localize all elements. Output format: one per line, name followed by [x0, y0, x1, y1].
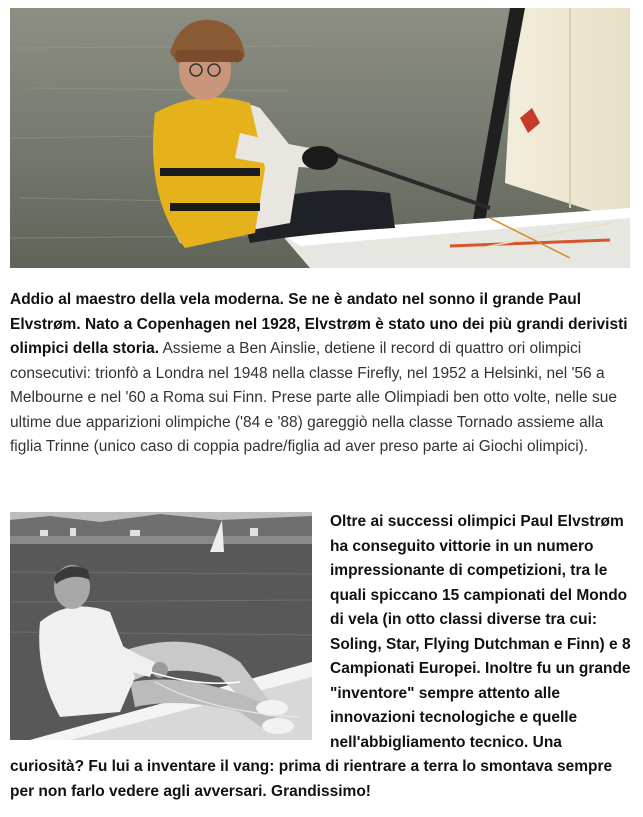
paragraph-1-body: Assieme a Ben Ainslie, detiene il record di quattro ori olimpici consecutivi: trionfò a Londra nel 1948 nella classe Firefly, nel 1952 a Helsinki, nel '56 a Melbourne e nel '60 a Roma sui Finn. Prese parte alle Olimpiadi ben otto volte, nelle sue ultime due apparizioni olimpiche ('84 e '88) gareggiò nella classe Tornado assieme alla figlia Trinne (unico caso di coppia padre/figlia ad aver preso parte ai Giochi olimpici). [10, 340, 617, 455]
article-paragraph-1 [10, 288, 628, 460]
paragraph-1-lead: Addio al maestro della vela moderna. Se ne è andato nel sonno il grande Paul Elvstrøm. Nato a Copenhagen nel 1928, Elvstrøm è stato uno dei più grandi derivisti olimpici della storia. [10, 291, 628, 357]
article-paragraph-2-continued: curiosità? Fu lui a inventare il vang: prima di rientrare a terra lo smontava sempre per non farlo vedere agli avversari. Grandissimo! [10, 758, 613, 800]
sailor-photo-bw [10, 512, 312, 740]
article-paragraph-2: Oltre ai successi olimpici Paul Elvstrøm ha conseguito vittorie in un numero impressionante di competizioni, tra le quali spiccano 15 campionati del Mondo di vela (in otto classi diverse tra cui: Soling, Star, Flying Dutchman e Finn) e 8 Campionati Europei. Inoltre fu un grande "inventore" sempre attento alle innovazioni tecnologiche e quelle nell'abbigliamento tecnico. Una [330, 513, 631, 751]
sailor-photo-color [10, 8, 630, 268]
